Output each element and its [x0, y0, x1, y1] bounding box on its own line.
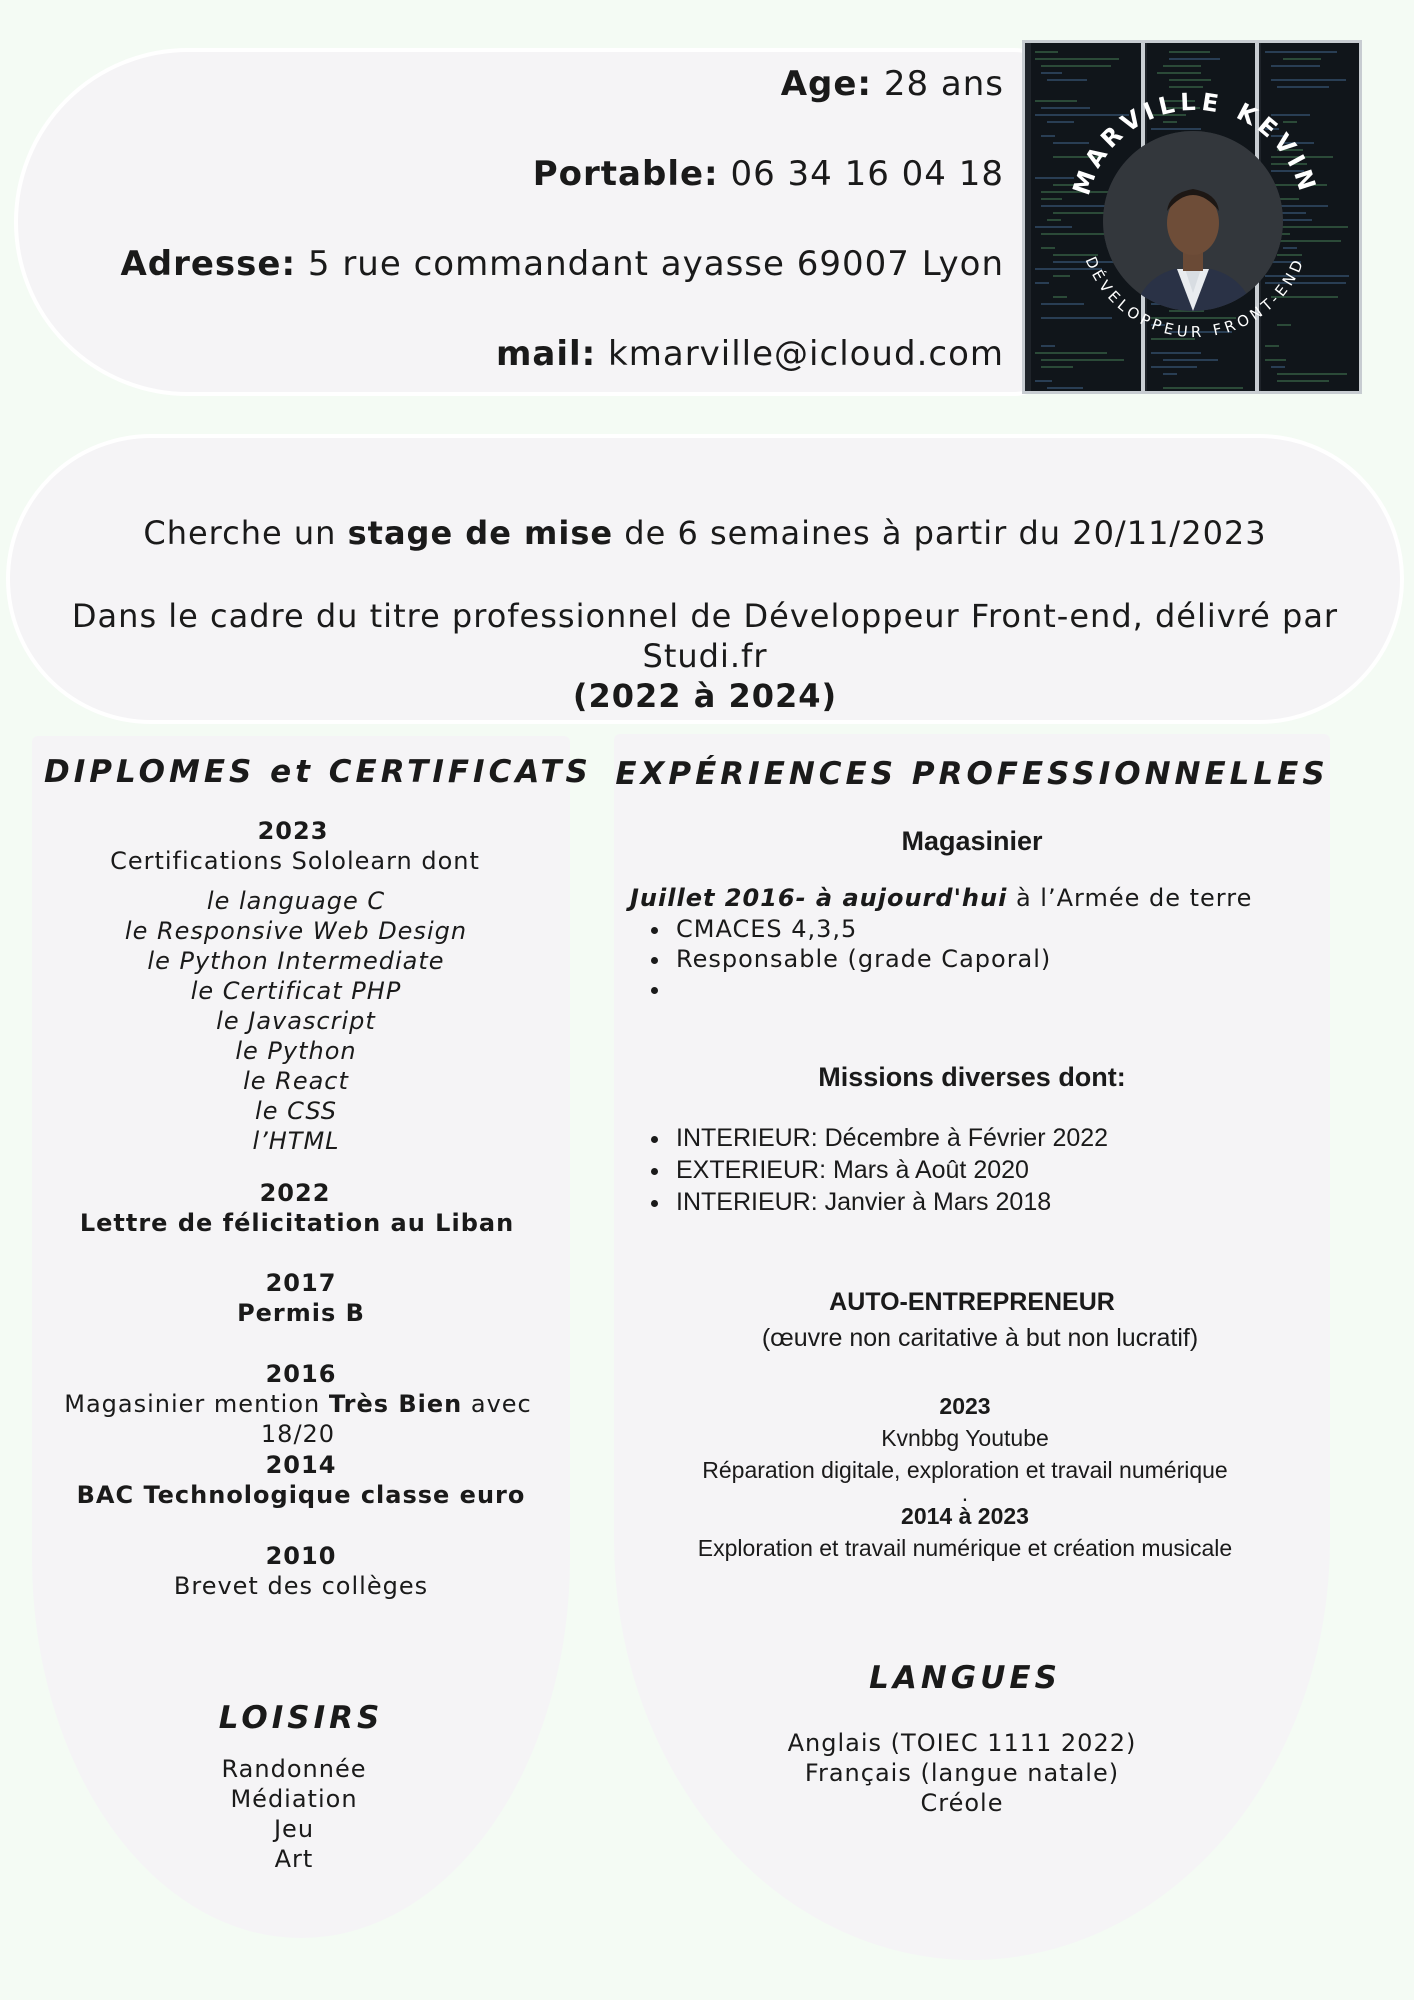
diploma-mention: Très Bien: [328, 1390, 463, 1418]
phone-label: Portable:: [532, 154, 719, 194]
job-period: [630, 884, 1252, 912]
certificate-item: le language C: [206, 887, 386, 915]
separator-dot: .: [961, 1480, 969, 1506]
job-bullet: [672, 974, 1051, 1004]
activity-line: Kvnbbg Youtube: [881, 1425, 1049, 1451]
certificate-item: le Responsive Web Design: [124, 917, 468, 945]
year-label: 2023: [939, 1393, 991, 1419]
mail-line: [496, 334, 1004, 374]
auto-entrepreneur-title: AUTO-ENTREPRENEUR: [829, 1288, 1115, 1316]
diploma-text-prefix: Magasinier mention: [64, 1390, 329, 1418]
certificate-list: [22, 886, 570, 1156]
objective-context: Dans le cadre du titre professionnel de Développeur Front-end, délivré par Studi.fr: [71, 597, 1339, 675]
hobby-item: Jeu: [273, 1815, 315, 1843]
certificate-item: le Python: [235, 1037, 357, 1065]
job-bullet: • Responsable (grade Caporal): [672, 944, 1051, 974]
phone-value: 06 34 16 04 18: [730, 154, 1004, 194]
job-period-dates: Juillet 2016- à aujourd'hui: [630, 884, 1008, 912]
address-label: Adresse:: [120, 244, 297, 284]
age-line: [781, 64, 1004, 104]
year-label: 2014 à 2023: [901, 1503, 1029, 1529]
mission-item: • EXTERIEUR: Mars à Août 2020: [672, 1154, 1108, 1186]
address-line: [120, 244, 1004, 284]
diploma-text: Brevet des collèges: [173, 1572, 429, 1600]
activity-line: Réparation digitale, exploration et travail numérique: [702, 1457, 1228, 1483]
objective-suffix: de 6 semaines à partir du 20/11/2023: [613, 514, 1267, 552]
logo-role-arc: DÉVELOPPEUR FRONT-END: [1081, 253, 1309, 342]
job-bullet-list: [630, 914, 1051, 1004]
diploma-text: BAC Technologique classe euro: [76, 1481, 526, 1509]
certificate-item: le CSS: [255, 1097, 337, 1125]
job-employer: à l’Armée de terre: [1007, 884, 1253, 912]
diploma-text: Permis B: [237, 1299, 365, 1327]
auto-entrepreneur-details: [614, 1390, 1330, 1564]
language-item: Créole: [920, 1789, 1004, 1817]
activity-line: Exploration et travail numérique et création musicale: [697, 1535, 1233, 1561]
year-label: 2022: [259, 1179, 331, 1207]
hobby-item: Médiation: [230, 1785, 358, 1813]
diplomas-column: [32, 736, 592, 1938]
year-label: 2010: [265, 1542, 337, 1570]
certificate-item: le Javascript: [216, 1007, 376, 1035]
hobby-item: Art: [274, 1845, 314, 1873]
certificate-item: le Certificat PHP: [190, 977, 402, 1005]
diploma-2017: [32, 1268, 570, 1328]
diploma-2014: [32, 1450, 570, 1510]
objective-card: [6, 434, 1404, 724]
missions-list: [630, 1122, 1108, 1218]
diploma-text: [26, 1389, 570, 1449]
objective-prefix: Cherche un: [143, 514, 348, 552]
job-bullet: • CMACES 4,3,5: [672, 914, 1051, 944]
certificate-item: l’HTML: [252, 1127, 340, 1155]
mail-label: mail:: [495, 334, 597, 374]
objective-line-1: [10, 514, 1400, 552]
diploma-2010: [32, 1541, 570, 1601]
language-item: Anglais (TOIEC 1111 2022): [787, 1729, 1137, 1757]
mission-item: • INTERIEUR: Janvier à Mars 2018: [672, 1186, 1108, 1218]
auto-entrepreneur-subtitle: (œuvre non caritative à but non lucratif): [761, 1324, 1199, 1352]
age-label: Age:: [780, 64, 873, 104]
certificate-item: le React: [243, 1067, 349, 1095]
language-list: [594, 1728, 1330, 1818]
diploma-2023: [32, 816, 570, 876]
contact-card: [14, 48, 1054, 396]
logo-badge: [1025, 43, 1359, 391]
language-item: Français (langue natale): [804, 1759, 1120, 1787]
year-label: 2016: [265, 1360, 337, 1388]
mail-value: kmarville@icloud.com: [608, 334, 1004, 374]
hobby-list: [18, 1754, 570, 1874]
diplomas-title: DIPLOMES et CERTIFICATS: [44, 754, 592, 790]
experience-column: [614, 734, 1330, 1960]
year-label: 2017: [265, 1269, 337, 1297]
profile-logo: [1022, 40, 1362, 394]
diploma-text: Certifications Sololearn dont: [110, 847, 480, 875]
logo-name-arc: MARVILLE KEVIN: [1067, 87, 1323, 199]
objective-bold: stage de mise: [347, 514, 614, 552]
age-value: 28 ans: [883, 64, 1004, 104]
year-label: 2014: [265, 1451, 337, 1479]
diploma-text: Lettre de félicitation au Liban: [79, 1209, 515, 1237]
missions-title: Missions diverses dont:: [818, 1062, 1126, 1092]
certificate-item: le Python Intermediate: [147, 947, 445, 975]
objective-period: (2022 à 2024): [572, 677, 838, 715]
mission-item: • INTERIEUR: Décembre à Février 2022: [672, 1122, 1108, 1154]
languages-title: LANGUES: [869, 1660, 1061, 1696]
job-title: Magasinier: [901, 826, 1043, 856]
hobbies-title: LOISIRS: [218, 1700, 384, 1736]
diploma-2022: [32, 1178, 570, 1238]
phone-line: [533, 154, 1004, 194]
objective-line-2: [10, 596, 1400, 716]
diploma-text-suffix: avec 18/20: [260, 1390, 532, 1448]
experience-title: EXPÉRIENCES PROFESSIONNELLES: [615, 756, 1329, 792]
hobby-item: Randonnée: [221, 1755, 367, 1783]
year-label: 2023: [257, 817, 329, 845]
diploma-2016: [32, 1359, 570, 1449]
address-value: 5 rue commandant ayasse 69007 Lyon: [307, 244, 1004, 284]
